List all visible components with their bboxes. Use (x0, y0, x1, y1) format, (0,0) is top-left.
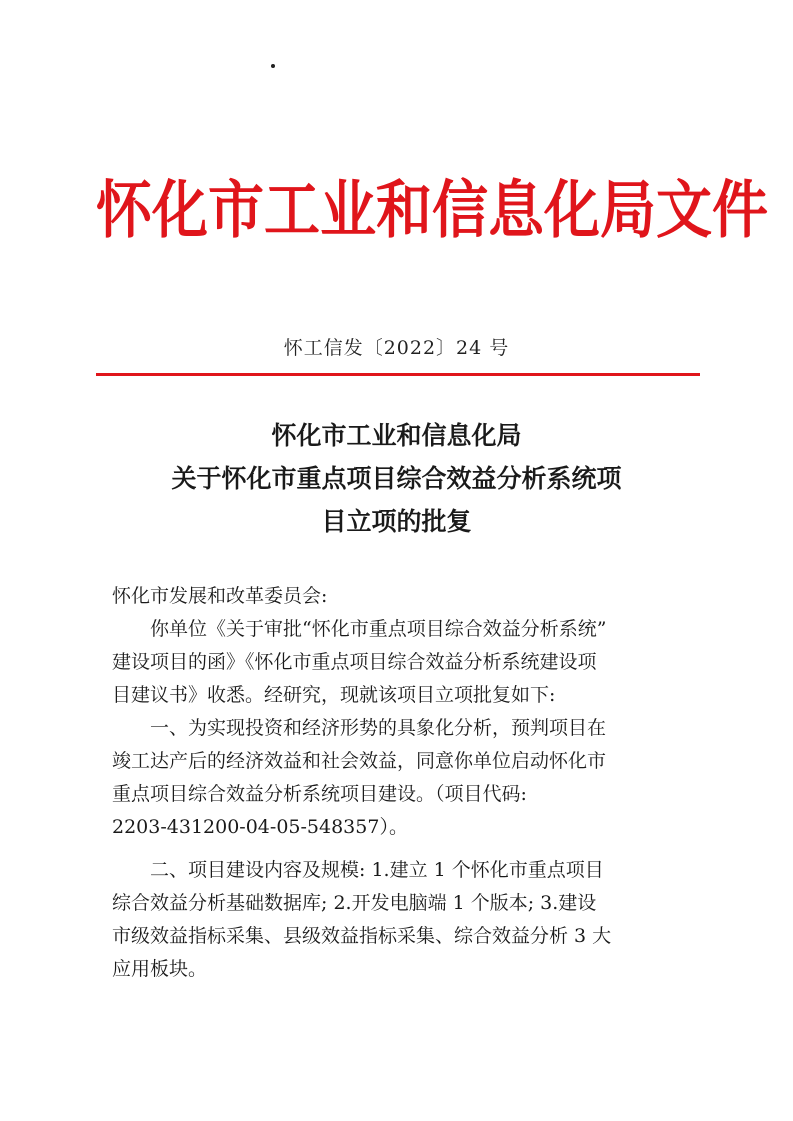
scan-dot (271, 64, 275, 68)
paragraph-line: 你单位《关于审批“怀化市重点项目综合效益分析系统” (150, 618, 607, 640)
document-header-title: 怀化市工业和信息化局文件 (96, 174, 768, 248)
title-line-2: 关于怀化市重点项目综合效益分析系统项 (171, 464, 622, 493)
salutation: 怀化市发展和改革委员会: (112, 585, 328, 607)
paragraph-line: 目建议书》收悉。经研究，现就该项目立项批复如下: (112, 684, 556, 706)
paragraph-1 (112, 613, 688, 712)
document-title (60, 414, 733, 543)
title-line-3: 目立项的批复 (321, 507, 472, 536)
paragraph-line: 重点项目综合效益分析系统项目建设。（项目代码: (112, 783, 527, 805)
red-divider-line (96, 373, 700, 376)
document-number: 怀工信发〔2022〕24 号 (283, 337, 510, 359)
paragraph-line: 一、为实现投资和经济形势的具象化分析，预判项目在 (150, 717, 607, 739)
document-body (112, 580, 688, 986)
paragraph-line: 二、项目建设内容及规模: 1.建立 1 个怀化市重点项目 (150, 859, 604, 881)
paragraph-line: 市级效益指标采集、县级效益指标采集、综合效益分析 3 大 (112, 925, 612, 947)
paragraph-line: 2203-431200-04-05-548357）。 (112, 816, 408, 838)
paragraph-line: 应用板块。 (112, 958, 208, 980)
paragraph-line: 综合效益分析基础数据库; 2.开发电脑端 1 个版本; 3.建设 (112, 892, 597, 914)
paragraph-2 (112, 712, 688, 844)
paragraph-line: 竣工达产后的经济效益和社会效益，同意你单位启动怀化市 (112, 750, 607, 772)
paragraph-line: 建设项目的函》《怀化市重点项目综合效益分析系统建设项 (112, 651, 597, 673)
paragraph-3 (112, 854, 688, 986)
title-line-1: 怀化市工业和信息化局 (271, 421, 522, 450)
